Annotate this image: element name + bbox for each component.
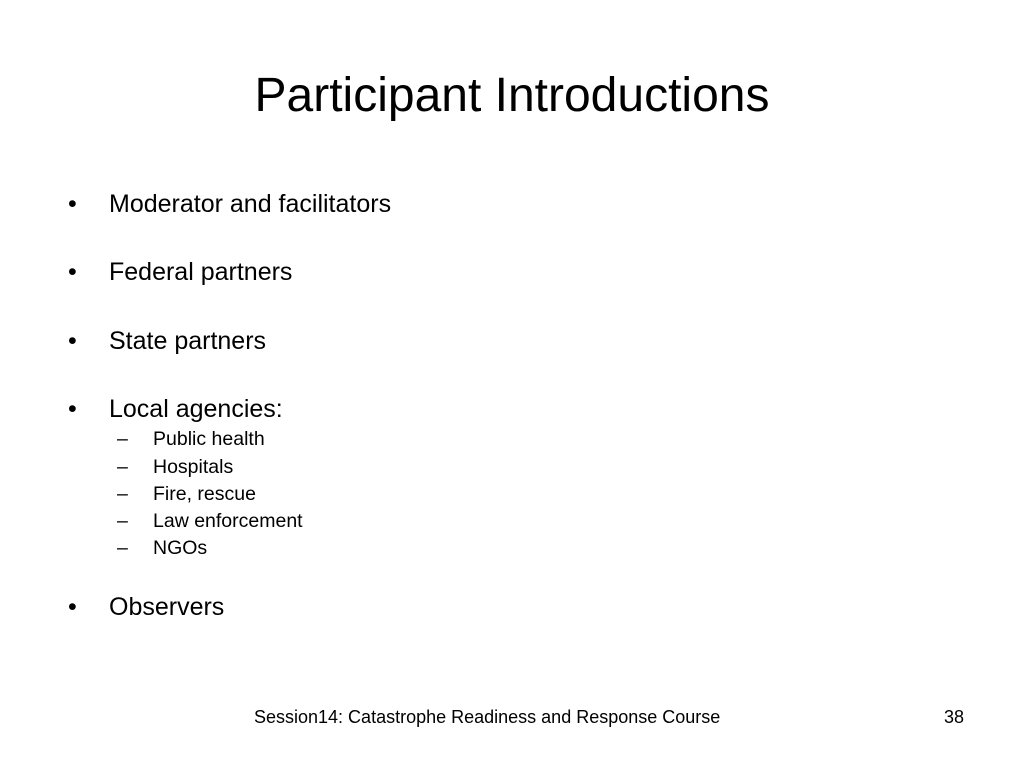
bullet-label: Moderator and facilitators	[109, 190, 392, 218]
bullet-label: Observers	[109, 593, 225, 621]
dash-icon: –	[117, 428, 128, 450]
sub-item-label: Public health	[153, 428, 265, 450]
bullet-icon: •	[68, 395, 77, 423]
bullet-label: State partners	[109, 327, 267, 355]
dash-icon: –	[117, 483, 128, 505]
sub-item-label: Hospitals	[153, 456, 234, 478]
bullet-icon: •	[68, 258, 77, 286]
sub-item-label: NGOs	[153, 537, 208, 559]
dash-icon: –	[117, 456, 128, 478]
bullet-icon: •	[68, 190, 77, 218]
page-number: 38	[943, 707, 964, 727]
slide-footer: Session14: Catastrophe Readiness and Response Course	[254, 707, 721, 727]
bullet-label: Federal partners	[109, 258, 293, 286]
slide-title: Participant Introductions	[254, 69, 770, 122]
dash-icon: –	[117, 537, 128, 559]
sub-item-label: Fire, rescue	[153, 483, 256, 505]
sub-item-label: Law enforcement	[153, 510, 303, 532]
bullet-icon: •	[68, 327, 77, 355]
bullet-label: Local agencies:	[109, 395, 283, 423]
bullet-icon: •	[68, 593, 77, 621]
dash-icon: –	[117, 510, 128, 532]
